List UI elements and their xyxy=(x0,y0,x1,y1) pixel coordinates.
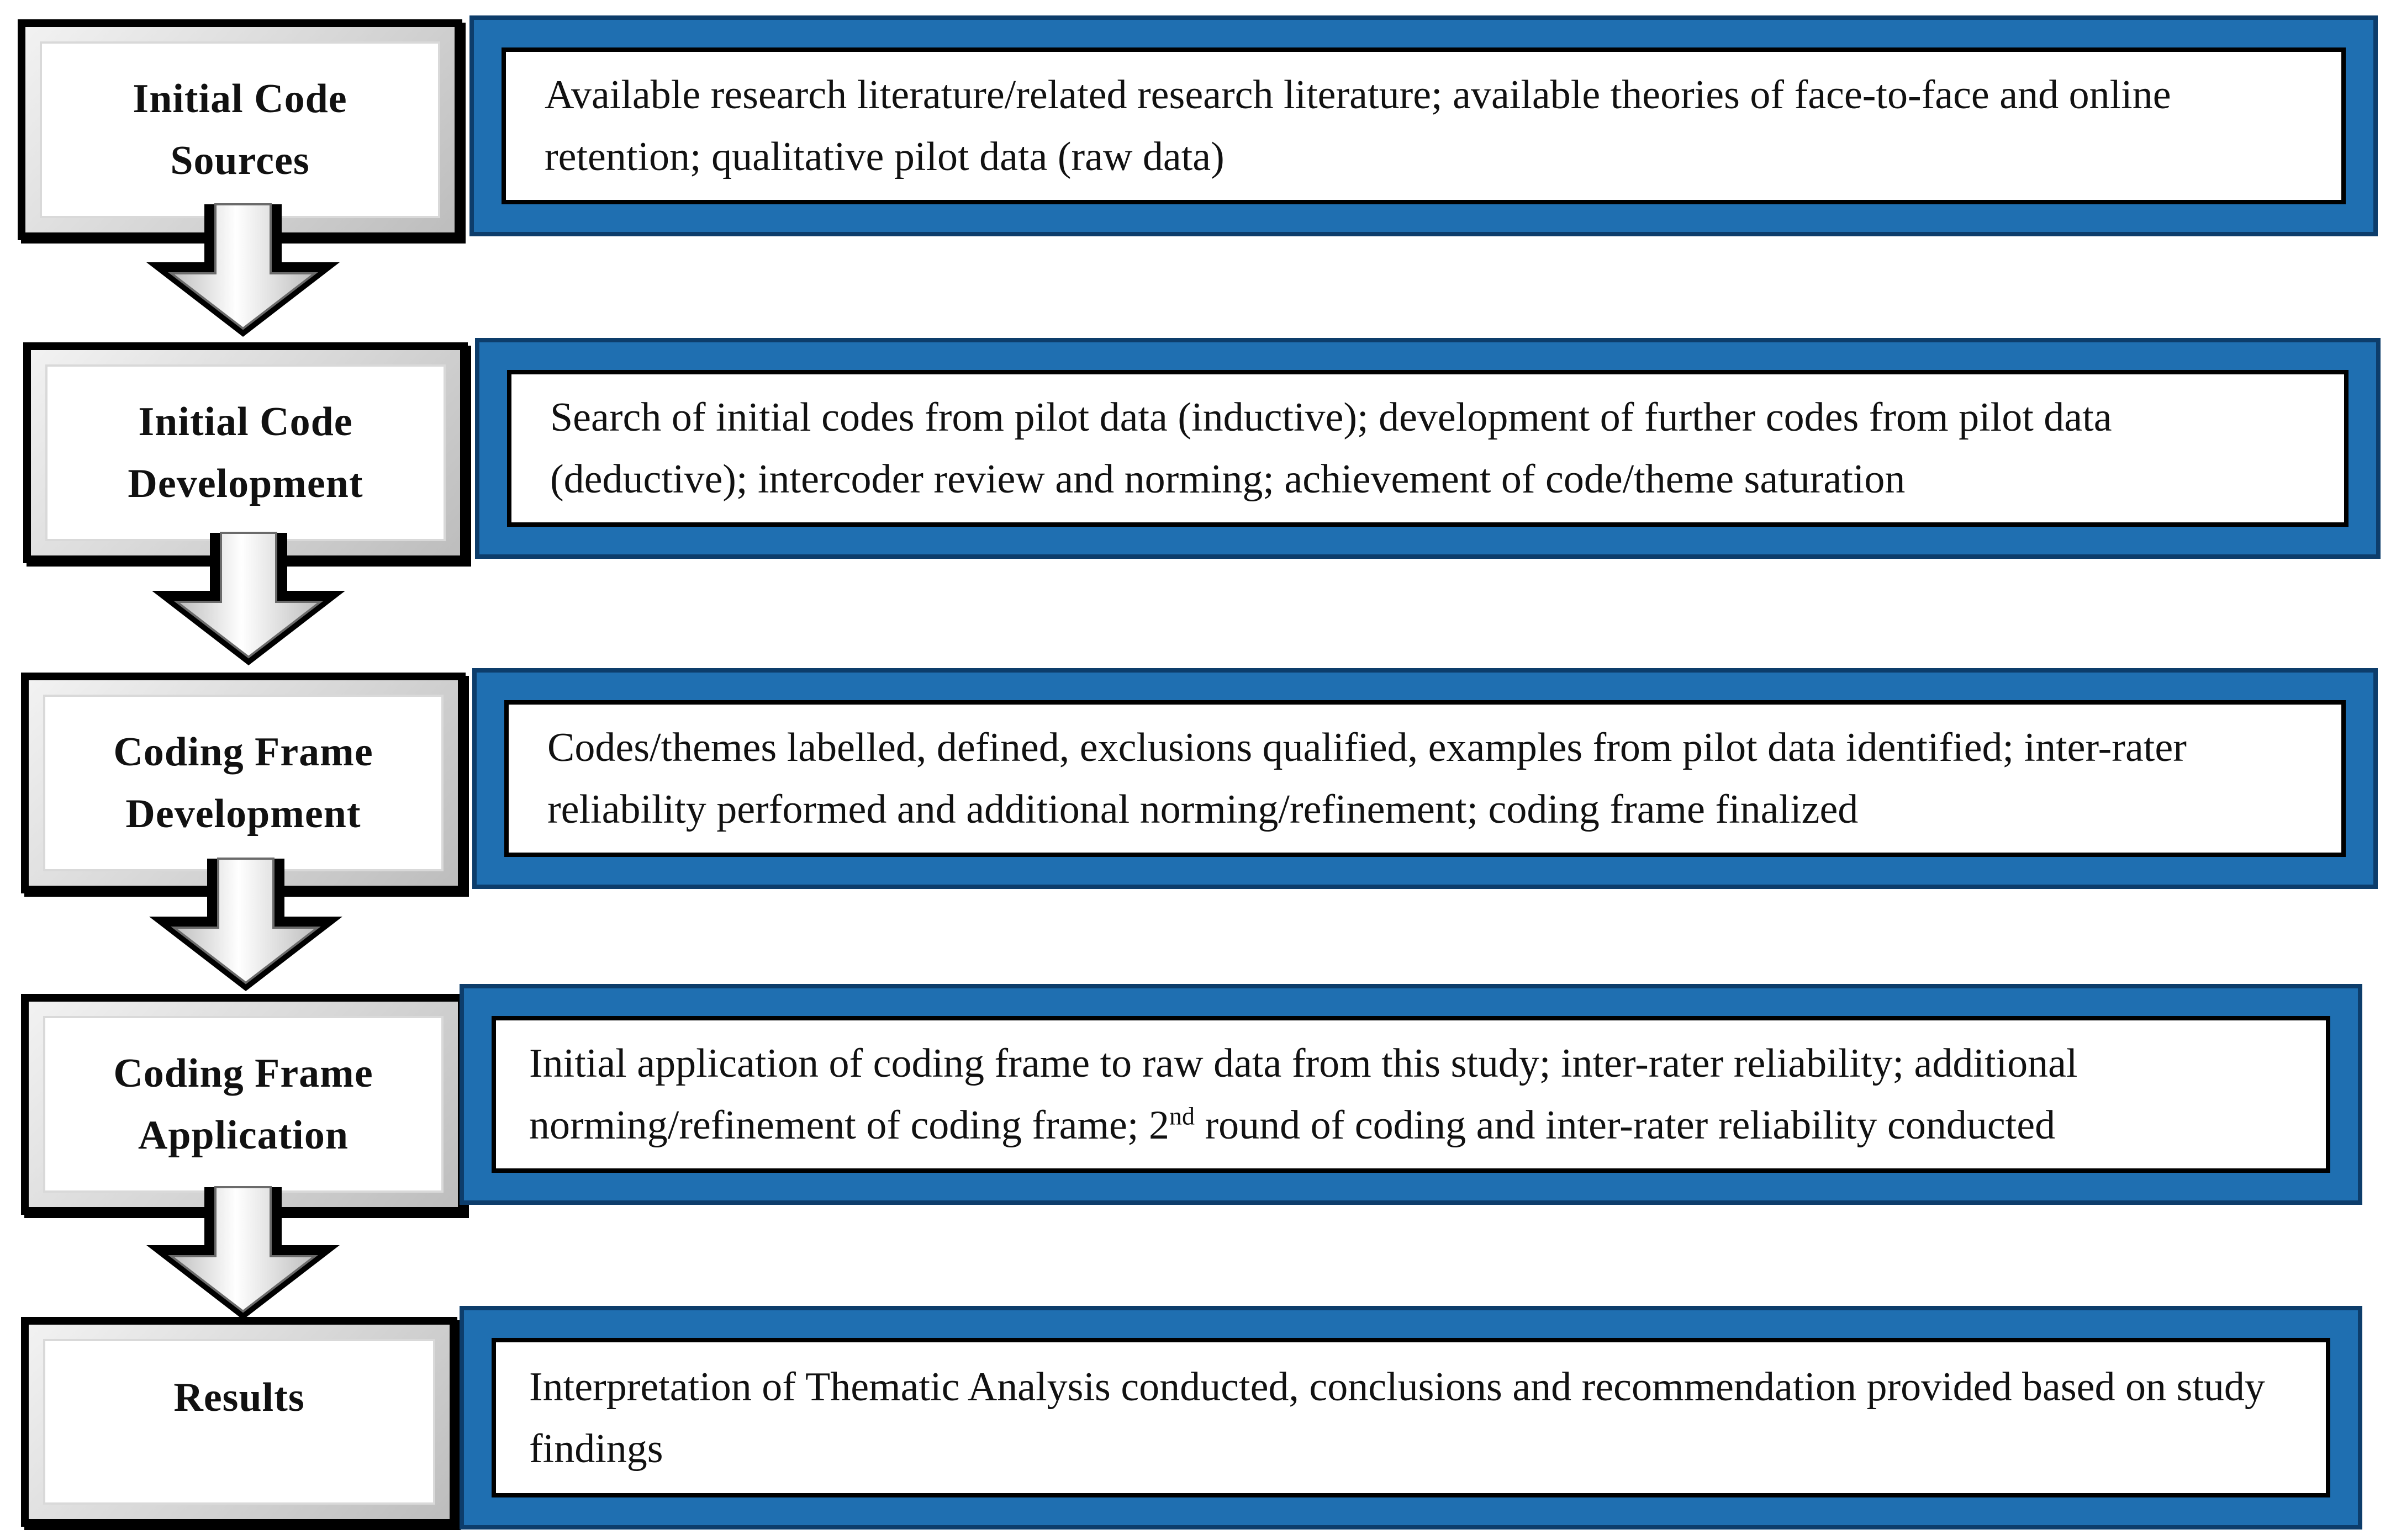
stage-label xyxy=(173,1367,304,1428)
description-text-part1: Initial application of coding frame to raw data from this study; inter-rater reliability; additional norming/refinement of coding frame; 2 xyxy=(529,1041,2078,1148)
ordinal-suffix: nd xyxy=(1169,1102,1195,1130)
description-text: Codes/themes labelled, defined, exclusions qualified, examples from pilot data identified; inter-rater reliability performed and additional norming/refinement; coding frame finalized xyxy=(547,725,2187,832)
stage-box-results xyxy=(21,1317,457,1527)
description-text: Search of initial codes from pilot data (inductive); development of further codes from pilot data (deductive); intercoder review and norming; achievement of code/theme saturation xyxy=(550,395,2112,502)
down-arrow-icon xyxy=(130,853,362,997)
stage-label-line1: Results xyxy=(173,1375,305,1420)
description-inner xyxy=(492,1338,2330,1497)
stage-label-line2: Application xyxy=(138,1113,349,1158)
description-box-results xyxy=(460,1306,2362,1530)
stage-label-line1: Coding Frame xyxy=(113,729,373,775)
description-box-initial-code-development xyxy=(475,338,2381,559)
description-inner xyxy=(504,700,2346,857)
stage-inner xyxy=(43,1016,444,1193)
stage-label-line2: Development xyxy=(128,461,363,506)
description-text: Available research literature/related research literature; available theories of face-to-face and online retention; qualitative pilot data (raw data) xyxy=(545,72,2171,179)
description-inner xyxy=(492,1016,2330,1173)
description-text xyxy=(529,1033,2293,1156)
stage-label-line1: Coding Frame xyxy=(113,1051,373,1096)
stage-label xyxy=(113,1042,373,1166)
stage-label xyxy=(113,721,373,845)
stage-inner xyxy=(45,364,446,541)
down-arrow-icon xyxy=(127,199,359,342)
stage-label-line1: Initial Code xyxy=(138,399,353,444)
stage-label xyxy=(128,391,363,515)
stage-label-line2: Sources xyxy=(170,138,310,183)
stage-label-line1: Initial Code xyxy=(133,76,347,121)
stage-inner xyxy=(43,695,444,871)
stage-inner xyxy=(40,41,440,218)
description-box-coding-frame-application xyxy=(460,984,2362,1205)
stage-label-line2: Development xyxy=(125,791,361,837)
stage-inner xyxy=(43,1339,435,1505)
description-box-initial-code-sources xyxy=(469,15,2378,236)
down-arrow-icon xyxy=(133,527,365,671)
description-inner xyxy=(507,370,2348,527)
description-box-coding-frame-development xyxy=(472,668,2378,889)
down-arrow-icon xyxy=(127,1182,359,1325)
description-text-part2: round of coding and inter-rater reliability conducted xyxy=(1194,1103,2056,1148)
description-inner xyxy=(502,47,2346,204)
description-text: Interpretation of Thematic Analysis conducted, conclusions and recommendation provided based on study findings xyxy=(529,1364,2265,1472)
stage-label xyxy=(133,68,347,192)
